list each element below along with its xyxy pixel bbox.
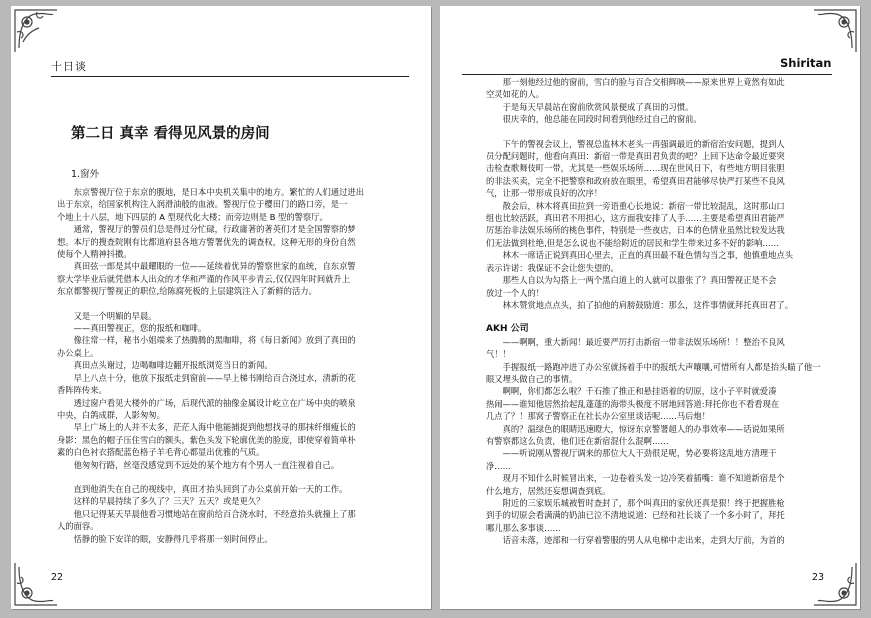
left-page [11, 6, 431, 609]
paragraph-line: 真田弦一郎是其中最耀眼的一位——延续着优异的警察世家的血统，自东京警 [73, 261, 356, 272]
paragraph-line: 有警察都这么负责，他们还在新宿混什么混啊…… [486, 435, 669, 446]
header-rule [51, 76, 409, 77]
paragraph-line: 的非法买卖，完全不把警察和政府放在眼里，希望真田君能够尽快严打某些不良风 [486, 175, 785, 186]
paragraph-line: 早上广场上的人并不太多，茫茫人海中他能捕捉到他想找寻的那抹纤细瘦长的 [73, 422, 356, 433]
paragraph-line: 直到他消失在自己的视线中，真田才抬头回到了办公桌前开始一天的工作。 [73, 483, 348, 494]
paragraph-line: 出于东京，给国家机构注入润滑油般的血液。警视厅位于樱田门的路口旁，是一 [57, 199, 348, 210]
running-header: Shiritan [780, 56, 832, 70]
paragraph-line: 恬静的脸下安详的眼，安静得几乎将那一刻时间停止。 [73, 533, 273, 544]
paragraph-line: 们无法做到杜绝,但是怎么说也不能给附近的居民和学生带来过多不好的影响…… [486, 237, 780, 248]
ornament-top-left-icon [13, 8, 59, 54]
paragraph-line: 早上八点十分，他放下报纸走到窗前——早上梯书刚给百合浇过水，清新的花 [73, 372, 356, 383]
header-rule [462, 74, 832, 75]
paragraph-line: 中央，白鸽成群，人影匆匆。 [57, 409, 165, 420]
section-title: 1.窗外 [71, 169, 100, 180]
paragraph-line: 林木一席话正说到真田心里去，正直的真田最不耻色情勾当之事，他慎重地点头 [502, 250, 793, 261]
ornament-top-right-icon [812, 8, 858, 54]
paragraph-line: 透过窗户看见大楼外的广场，后现代派的抽像金属设计屹立在广场中央的喷泉 [73, 397, 356, 408]
paragraph-line: 林木赞赏地点点头，拍了拍他的肩膀鼓励道：那么，这件事情就拜托真田君了。 [502, 299, 793, 310]
ornament-bottom-left-icon [13, 561, 59, 607]
paragraph-line: 真田点头谢过，边喝咖啡边翻开报纸浏览当日的新闻。 [73, 360, 273, 371]
right-page [440, 6, 860, 609]
paragraph-line: 他只记得某天早晨他看习惯地站在窗前给百合浇水时，不经意抬头就撞上了那 [73, 508, 356, 519]
right-body-text [486, 76, 841, 547]
paragraph-line: 到手的切原会看满满的奶油已泣不清地说道：已经和社长谈了一个多小时了，拜托 [486, 510, 785, 521]
paragraph-line: 下午的警视会议上，警视总监林木老头一再强调最近的新宿治安问题，提到人 [502, 138, 785, 149]
paragraph-line: 人的面容。 [57, 521, 99, 532]
section-heading: AKH 公司 [486, 324, 529, 335]
paragraph-line: ——啊啊，重大新闻！最近要严厉打击新宿一带非法娱乐场所！！整治不良风 [502, 336, 785, 347]
paragraph-line: 身影：黑色的帽子压住雪白的额头，紫色头发下轮廓优美的脸庞，即使穿着简单朴 [57, 434, 356, 445]
paragraph-line: 香阵阵传来。 [57, 385, 107, 396]
paragraph-line: 啊啊，你们都怎么啦？千石推了推正和悬挂语着的切原，这小子平时就爱凑 [502, 386, 777, 397]
paragraph-line: ——听说刚从警视厅调来的那位大人干劲很足呢，势必要将这乱地方清理干 [502, 448, 777, 459]
ornament-bottom-right-icon [812, 561, 858, 607]
paragraph-line: 厉惩治非法娱乐场所的桃色事件，特别是一些夜店，日本的色情业虽然比较发达我 [486, 225, 785, 236]
paragraph-line: 东京都警视厅警视正的职位,给陈腐死板的上层建筑注入了新鲜的活力。 [57, 286, 317, 297]
paragraph-line: 办公桌上。 [57, 347, 99, 358]
paragraph-line: 话音未落，迹部和一行穿着警服的男人从电梯中走出来，走到大厅前，为首的 [502, 535, 785, 546]
paragraph-line: 这样的早晨持续了多久了？三天？五天？或是更久？ [73, 496, 265, 507]
paragraph-line: 组也比较活跃，真田君不用担心，这方面我安排了人手……主要是希望真田君能严 [486, 213, 785, 224]
paragraph-line: 东京警视厅位于东京的腹地，是日本中央机关集中的地方。繁忙的人们通过进出 [73, 187, 364, 197]
paragraph-line: 使每个人精神抖擞。 [57, 249, 132, 260]
paragraph-line: 表示许诺：我保证不会让您失望的。 [486, 262, 619, 273]
paragraph-line: ——真田警视正，您的报纸和咖啡。 [73, 323, 207, 334]
paragraph-line: 通常，警视厅的警员们总是得过分忙碌，行政庸著的著英们才是全国警察的梦 [73, 224, 356, 235]
paragraph-line: 哪儿那么多事谈…… [486, 522, 561, 533]
paragraph-line: 现月不知什么时候冒出来，一边卷着头发一边冷笑着插嘴：谁不知道新宿是个 [502, 473, 785, 484]
paragraph-line: 空灵如花的人。 [486, 89, 545, 100]
paragraph-line: 又是一个明媚的早晨。 [73, 310, 157, 321]
paragraph-line: 散会后，林木将真田拉到一旁语重心长地说：新宿一带比较混乱，这时那山口 [502, 200, 785, 211]
paragraph-line: 个地上十八层，地下四层的 A 型现代化大楼；而旁边则是 B 型的警察厅。 [57, 211, 328, 222]
page-number: 22 [51, 572, 64, 583]
paragraph-line: 他匆匆行路，丝毫没感觉到不远处的某个地方有个男人一直注视着自己。 [73, 459, 340, 470]
paragraph-line: 那一刻他经过他的窗前，雪白的脸与百合交相辉映——原来世界上竟然有如此 [502, 77, 785, 87]
paragraph-line: 那些人自以为勾搭上一两个黑白道上的人就可以嚣张了？真田警视正是不会 [502, 275, 777, 286]
paragraph-line: 眼又埋头做自己的事情。 [486, 373, 578, 384]
page-number: 23 [812, 572, 825, 583]
paragraph-line: 净…… [486, 460, 511, 471]
paragraph-line: 气，让那一带形成良好的次序！ [486, 188, 603, 199]
left-body-text [57, 186, 412, 545]
paragraph-line: 真的？温绿色的眼睛迅速瞪大，惊讶东京警署超人的办事效率——话说如果所 [502, 423, 785, 434]
paragraph-line: 于是每天早晨站在窗前欣赏风景便成了真田的习惯。 [502, 101, 694, 112]
paragraph-line: 察大学毕业后就凭借本人出众的才华和严谨的作风平步青云,仅仅四年时间就升上 [57, 273, 351, 284]
paragraph-line: 放过一个人的！ [486, 287, 545, 298]
paragraph-line: 想。本厅的搜查院刚有比都道府县各地方警署优先的调查权，这种无形的身份自然 [57, 236, 356, 247]
chapter-title: 第二日 真幸 看得见风景的房间 [71, 126, 270, 142]
paragraph-line: 员分配问题时，他看向真田：新宿一带是真田君负责的吧？上回下达命令最近要突 [486, 151, 785, 162]
paragraph-line: 热闹——谁知他居然抬起乱蓬蓬的海带头极度不屑地回答道:拜托你也不看看现在 [486, 398, 780, 409]
paragraph-line: 什么地方，居然还妄想调查到底。 [486, 485, 611, 496]
paragraph-line: 几点了？！那窝子警察正在社长办公室里谈话呢……马后炮！ [486, 411, 711, 422]
paragraph-line: 很庆幸的，他总能在同段时间看到他经过自己的窗前。 [502, 114, 702, 125]
paragraph-line: 击检查歌舞伎町一带，尤其是一些娱乐场所……现在世风日下，有些地方明目张胆 [486, 163, 785, 174]
paragraph-line: 气！！ [486, 349, 511, 360]
running-header: 十日谈 [51, 60, 87, 73]
paragraph-line: 附近的三家娱乐城被暂时查封了，那个叫真田的家伙还真是狠！终于把握胜枪 [502, 498, 785, 508]
paragraph-line: 手握报纸一路跑冲进了办公室就扬着手中的报纸大声嚷嚷,可惜所有人都是抬头瞄了他一 [502, 361, 821, 372]
paragraph-line: 素的白色衬衣搭配蓝色格子羊毛背心都显出优雅的气质。 [57, 447, 265, 458]
paragraph-line: 像往常一样，秘书小姐端来了热腾腾的黑咖啡，将《每日新闻》放到了真田的 [73, 335, 356, 346]
